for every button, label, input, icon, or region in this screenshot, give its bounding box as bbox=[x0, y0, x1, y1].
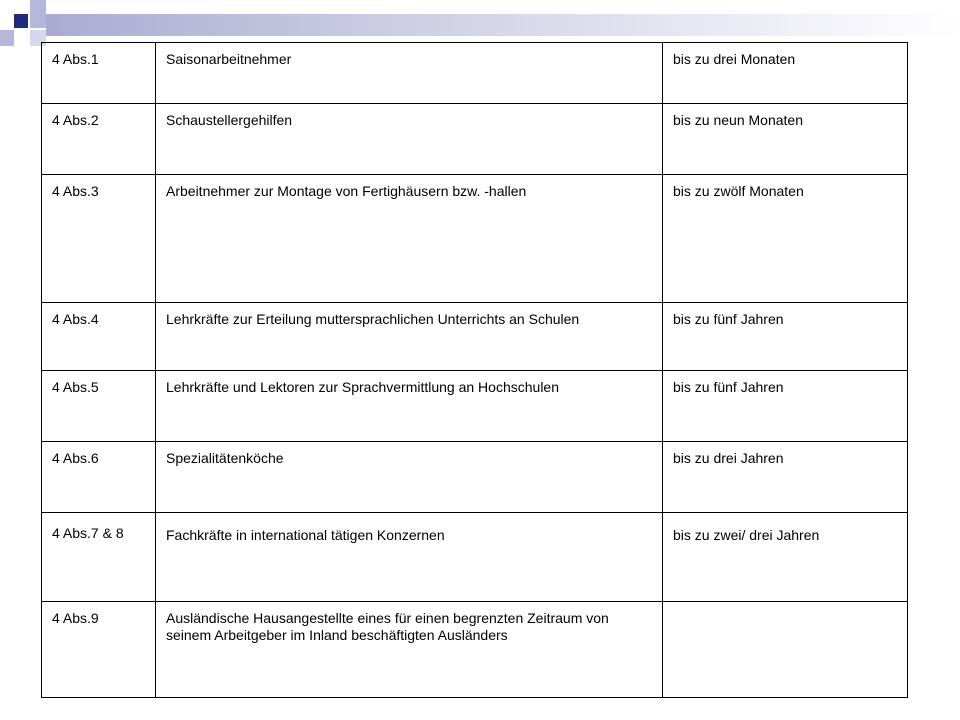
paragraph-cell: 4 Abs.5 bbox=[42, 371, 156, 442]
category-cell: Fachkräfte in international tätigen Konzernen bbox=[156, 513, 663, 602]
header-gradient-bar bbox=[46, 14, 960, 36]
table-row bbox=[42, 442, 908, 513]
category-cell: Ausländische Hausangestellte eines für einen begrenzten Zeitraum von seinem Arbeitgeber im Inland beschäftigten Ausländers bbox=[156, 602, 663, 698]
duration-cell: bis zu neun Monaten bbox=[663, 104, 908, 175]
duration-cell bbox=[663, 602, 908, 698]
category-cell: Spezialitätenköche bbox=[156, 442, 663, 513]
category-cell: Schaustellergehilfen bbox=[156, 104, 663, 175]
paragraph-cell: 4 Abs.1 bbox=[42, 43, 156, 104]
header-square-light-left bbox=[0, 30, 14, 46]
duration-cell: bis zu fünf Jahren bbox=[663, 303, 908, 371]
paragraph-cell: 4 Abs.7 & 8 bbox=[42, 513, 156, 602]
table-row bbox=[42, 303, 908, 371]
paragraph-cell: 4 Abs.3 bbox=[42, 175, 156, 303]
paragraph-cell: 4 Abs.4 bbox=[42, 303, 156, 371]
category-cell: Lehrkräfte und Lektoren zur Sprachvermittlung an Hochschulen bbox=[156, 371, 663, 442]
duration-cell: bis zu drei Jahren bbox=[663, 442, 908, 513]
table-row bbox=[42, 43, 908, 104]
table-row bbox=[42, 513, 908, 602]
category-cell: Saisonarbeitnehmer bbox=[156, 43, 663, 104]
table-row bbox=[42, 104, 908, 175]
table-row bbox=[42, 371, 908, 442]
category-cell: Lehrkräfte zur Erteilung muttersprachlichen Unterrichts an Schulen bbox=[156, 303, 663, 371]
table-row bbox=[42, 175, 908, 303]
paragraph-cell: 4 Abs.9 bbox=[42, 602, 156, 698]
header-square-navy bbox=[14, 14, 28, 28]
duration-cell: bis zu zwölf Monaten bbox=[663, 175, 908, 303]
category-cell: Arbeitnehmer zur Montage von Fertighäusern bzw. -hallen bbox=[156, 175, 663, 303]
paragraph-cell: 4 Abs.2 bbox=[42, 104, 156, 175]
duration-cell: bis zu drei Monaten bbox=[663, 43, 908, 104]
header-square-light-top bbox=[30, 0, 46, 14]
paragraph-cell: 4 Abs.6 bbox=[42, 442, 156, 513]
regulation-table bbox=[41, 42, 908, 698]
table-row bbox=[42, 602, 908, 698]
header-square-light-mid bbox=[30, 14, 46, 28]
duration-cell: bis zu fünf Jahren bbox=[663, 371, 908, 442]
duration-cell: bis zu zwei/ drei Jahren bbox=[663, 513, 908, 602]
